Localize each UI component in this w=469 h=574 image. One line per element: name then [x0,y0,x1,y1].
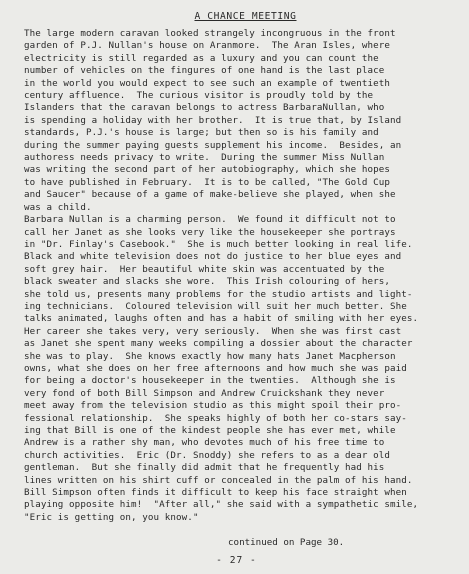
text-line: lines written on his shirt cuff or concealed in the palm of his hand. [24,474,413,486]
continued-note: continued on Page 30. [228,537,345,548]
text-line: in the world you would expect to see such an example of twentieth [24,77,391,89]
text-line: number of vehicles on the fingures of one hand is the last place [24,65,385,77]
text-line: century affluence. The curious visitor is proudly told by the [24,90,374,102]
text-line: Bill Simpson often finds it difficult to keep his face straight when [24,487,407,499]
text-line: call her Janet as she looks very like the housekeeper she portrays [24,226,396,238]
text-line: in "Dr. Finlay's Casebook." She is much better looking in real life. [24,238,413,250]
text-line: talks animated, laughs often and has a habit of smiling with her eyes. [24,313,419,325]
text-line: very fond of both Bill Simpson and Andrew Cruickshank they never [24,387,385,399]
text-line: was a child. [24,201,92,213]
text-line: standards, P.J.'s house is large; but then so is his family and [24,127,379,139]
text-line: meet away from the television studio as this might spoil their pro- [24,400,402,412]
text-line: Andrew is a rather shy man, who devotes much of his free time to [24,437,385,449]
text-line: ing that Bill is one of the kindest people she has ever met, while [24,425,396,436]
text-line: playing opposite him! "After all," she said with a sympathetic smile, [24,499,419,511]
text-line: soft grey hair. Her beautiful white skin was accentuated by the [24,263,385,275]
text-line: she told us, presents many problems for the studio artists and light- [24,288,413,300]
text-line: Black and white television does not do justice to her blue eyes and [24,251,402,263]
text-line: is spending a holiday with her brother. It is true that, by Island [24,114,402,126]
text-line: to have published in February. It is to be called, "The Gold Cup [24,176,391,188]
text-line: gentleman. But she finally did admit that he frequently had his [24,462,385,474]
text-line: and Saucer" because of a game of make-believe she played, when she [24,189,396,201]
text-line: garden of P.J. Nullan's house on Aranmore. The Aran Isles, where [24,40,391,52]
text-line: electricity is still regarded as a luxury and you can count the [24,52,379,64]
article-title: A CHANCE MEETING [194,11,297,22]
text-line: during the summer paying guests supplement his income. Besides, an [24,139,402,151]
text-line: she was to play. She knows exactly how many hats Janet Macpherson [24,350,396,362]
text-line: black sweater and slacks she wore. This Irish colouring of hers, [24,276,391,288]
text-line: was writing the second part of her autobiography, which she hopes [24,164,391,176]
article-body [24,28,461,524]
text-line: owns, what she does on her free afternoons and how much she was paid [24,362,407,374]
text-line: Barbara Nullan is a charming person. We found it difficult not to [24,214,396,226]
page-number: - 27 - [216,555,257,566]
text-line: church activities. Eric (Dr. Snoddy) she refers to as a dear old [24,449,391,461]
text-line: Islanders that the caravan belongs to actress BarbaraNullan, who [24,102,385,114]
text-line: "Eric is getting on, you know." [24,511,199,523]
text-line: for being a doctor's housekeeper in the twenties. Although she is [24,375,396,387]
text-line: fessional relationship. She speaks highly of both her co-stars say- [24,412,407,424]
text-line: authoress needs privacy to write. During the summer Miss Nullan [24,152,385,164]
text-line: The large modern caravan looked strangely incongruous in the front [24,28,396,39]
text-line: Her career she takes very, very seriously. When she was first cast [24,325,402,337]
text-line: as Janet she spent many weeks compiling a dossier about the character [24,338,413,350]
text-line: ing technicians. Coloured television will suit her much better. She [24,300,407,312]
